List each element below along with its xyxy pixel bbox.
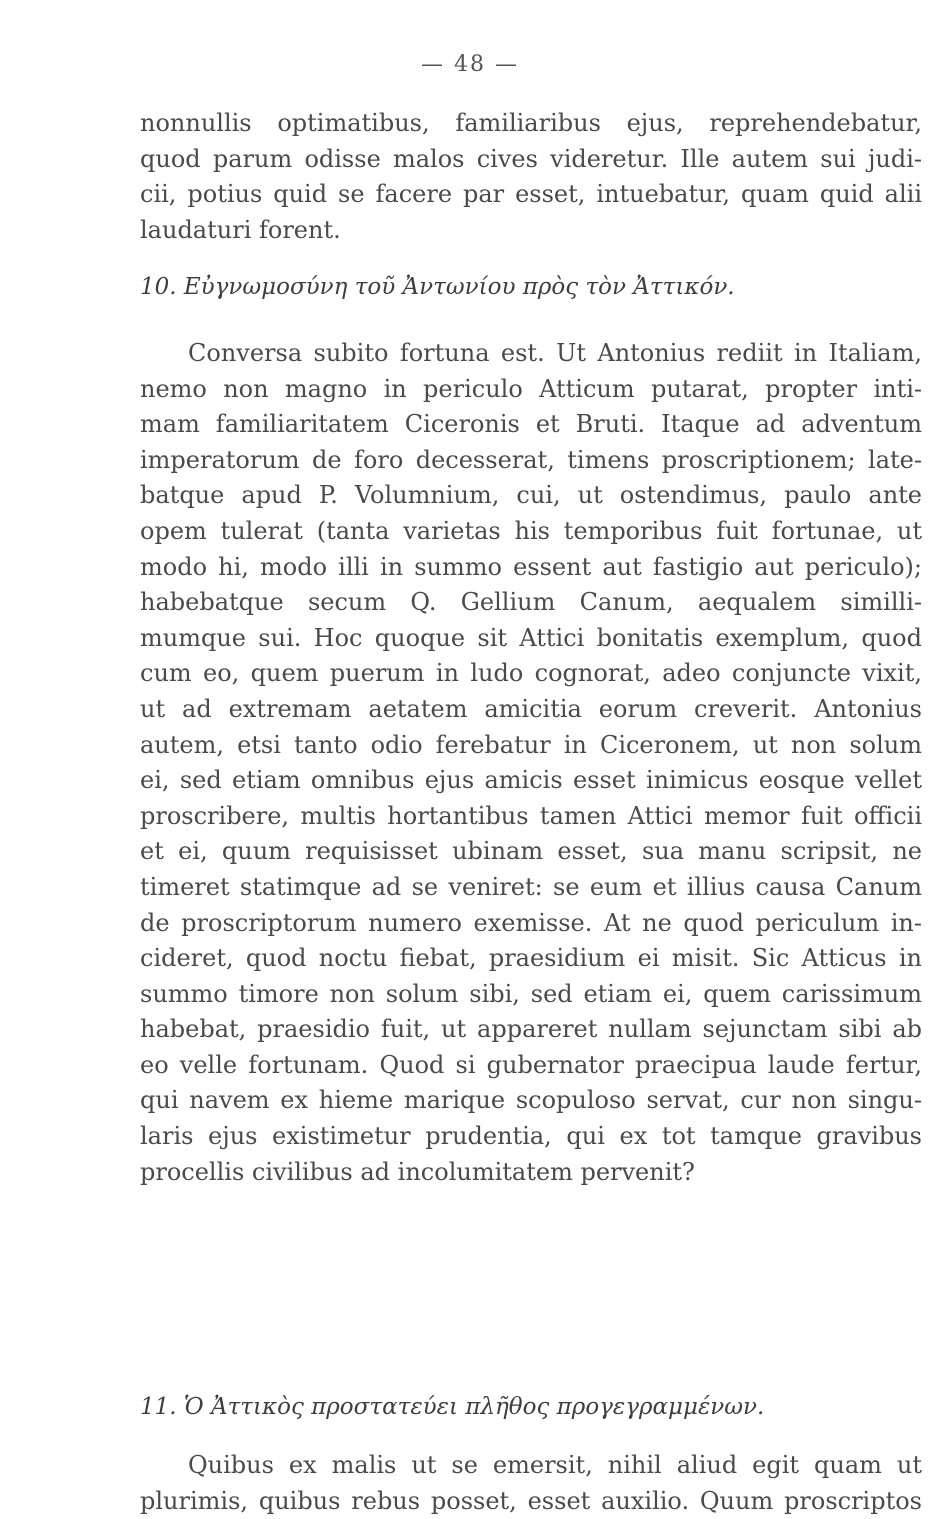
text-line: quod parum odisse malos cives videretur. Ille autem sui judi- <box>140 144 922 173</box>
text-line: nonnullis optimatibus, familiaribus ejus, reprehendebatur, <box>140 109 922 137</box>
text-line: ut ad extremam aetatem amicitia eorum creverit. Antonius <box>140 694 922 723</box>
text-line: laris ejus existimetur prudentia, qui ex tot tamque gravibus <box>140 1122 922 1151</box>
text-line: autem, etsi tanto odio ferebatur in Ciceronem, ut non solum <box>140 730 922 759</box>
text-line: qui navem ex hieme marique scopuloso servat, cur non singu- <box>140 1086 922 1115</box>
page-number: — 48 — <box>421 52 519 77</box>
text-line: cum eo, quem puerum in ludo cognorat, adeo conjuncte vixit, <box>140 659 922 688</box>
paragraph-3 <box>140 1448 922 1519</box>
text-line: et ei, quum requisisset ubinam esset, sua manu scripsit, ne <box>140 837 922 866</box>
text-line: opem tulerat (tanta varietas his temporibus fuit fortunae, ut <box>140 516 922 545</box>
text-line: de proscriptorum numero exemisse. At ne quod periculum in- <box>140 908 922 937</box>
text-line: modo hi, modo illi in summo essent aut fastigio aut periculo); <box>140 552 922 581</box>
section-heading-11: 11. Ὁ Ἀττικὸς προστατεύει πλῆθος προγεγραμμένων. <box>140 1394 765 1420</box>
text-line: cii, potius quid se facere par esset, intuebatur, quam quid alii <box>140 180 922 209</box>
paragraph-2 <box>140 336 922 1190</box>
text-line: batque apud P. Volumnium, cui, ut ostendimus, paulo ante <box>140 481 922 510</box>
text-line: nemo non magno in periculo Atticum putarat, propter inti- <box>140 374 922 403</box>
text-line: Conversa subito fortuna est. Ut Antonius rediit in Italiam, <box>188 339 922 367</box>
paragraph-1 <box>140 106 922 248</box>
text-line: imperatorum de foro decesserat, timens proscriptionem; late- <box>140 445 922 474</box>
text-line: habebat, praesidio fuit, ut appareret nullam sejunctam sibi ab <box>140 1015 922 1044</box>
text-line: timeret statimque ad se veniret: se eum et illius causa Canum <box>140 872 922 901</box>
text-line: laudaturi forent. <box>140 215 341 244</box>
text-line: habebatque secum Q. Gellium Canum, aequalem similli- <box>140 588 922 617</box>
text-line: eo velle fortunam. Quod si gubernator praecipua laude fertur, <box>140 1050 922 1079</box>
text-line: ei, sed etiam omnibus ejus amicis esset inimicus eosque vellet <box>140 766 922 795</box>
section-heading-10: 10. Εὐγνωμοσύνη τοῦ Ἀντωνίου πρὸς τὸν Ἀττικόν. <box>140 274 735 300</box>
text-line: proscribere, multis hortantibus tamen Attici memor fuit officii <box>140 801 922 830</box>
text-line: Quibus ex malis ut se emersit, nihil aliud egit quam ut <box>188 1451 922 1479</box>
text-line: plurimis, quibus rebus posset, esset auxilio. Quum proscriptos <box>140 1486 922 1515</box>
text-line: cideret, quod noctu fiebat, praesidium ei misit. Sic Atticus in <box>140 944 922 973</box>
text-line: mam familiaritatem Ciceronis et Bruti. Itaque ad adventum <box>140 410 922 439</box>
text-line: summo timore non solum sibi, sed etiam ei, quem carissimum <box>140 979 922 1008</box>
text-line: procellis civilibus ad incolumitatem pervenit? <box>140 1157 695 1186</box>
text-line: mumque sui. Hoc quoque sit Attici bonitatis exemplum, quod <box>140 623 922 652</box>
